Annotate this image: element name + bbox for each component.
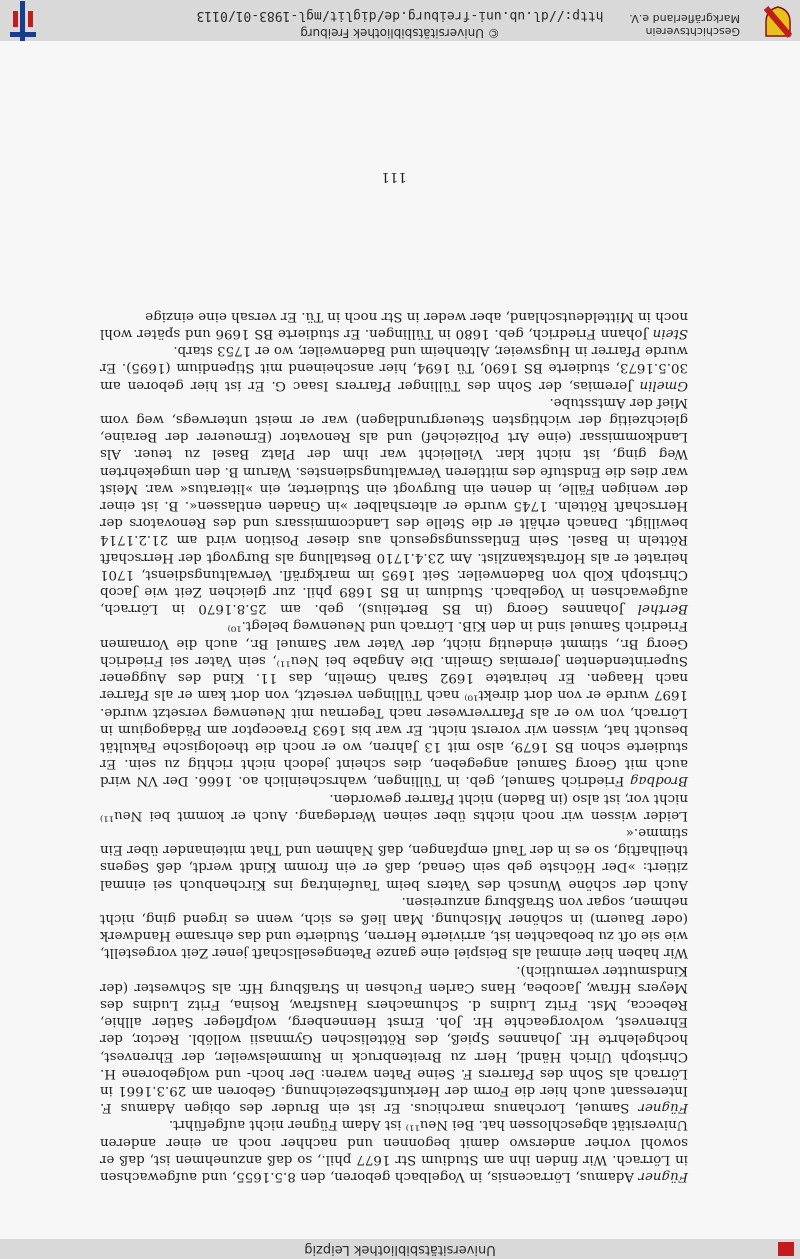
university-logo xyxy=(10,1,36,41)
paragraph-werdegang: Leider wissen wir noch nichts über seinen Werdegang. Auch er kommt bei Neu¹¹⁾ nicht vor, ist also (in Baden) nicht Pfarrer geworden. xyxy=(100,790,688,823)
page-number: 111 xyxy=(381,169,407,184)
society-name: Geschichtsverein Markgräflerland e.V. xyxy=(629,12,740,38)
entry-gmelin: Gmelin Jeremias, der Sohn des Tüllinger Pfarrers Isaac G. Er ist hier geboren am 30.5.1673, studierte BS 1690, Tü 1694, hier anscheinend mit Stipendium (1695). Er wurde Pfarrer in Hugsweier, Altenheim und Badenweiler, wo er 1753 starb. xyxy=(100,343,688,393)
entry-fuegner-adamus: Fügner Adamus, Lörracensis, in Vogelbach geboren, den 8.5.1655, und aufgewachsen in Lörrach. Wir finden ihn am Studium Str 1677 phil., so daß anzunehmen ist, daß er sowohl vorher anderswo damit begonnen und nachher noch an einer anderen Universität abgeschlossen hat. Bei Neu¹¹⁾ ist Adam Fügner nicht aufgeführt. xyxy=(100,1117,688,1184)
paragraph-taufwunsch: Auch der schöne Wunsch des Vaters beim Taufeintrag ins Kirchenbuch sei einmal zitiert: »Der Höchste geb sein Genad, daß er ein fromm Kindt werdt, deß Segens theilhaftig, so es in der Taufl empfangen, daß Nahmen und That miteinander über Ein stimme.« xyxy=(100,824,688,892)
viewer-bottom-bar xyxy=(0,0,800,41)
copyright-text: © Universitätsbibliothek Freiburg xyxy=(300,26,500,40)
viewer-top-bar xyxy=(0,1239,800,1259)
entry-brodbag: Brodbag Friedrich Samuel, geb. in Tüllingen, wahrscheinlich ao. 1666. Der VN wird auch mit Georg Samuel angegeben, dies scheint jedoch nicht richtig zu sein. Er studierte schon BS 1679, also mit 13 Jahren, wo er noch die theologische Fakultät besucht hat, wissen wir vorerst nicht. Er war bis 1693 Praeceptor am Pädagogium in Lörrach, von wo er als Pfarrverweser nach Tegernau mit Neuenweg versetzt wurde. 1697 wurde er von dort direkt¹⁰⁾ nach Tüllingen versetzt, von dort kam er als Pfarrer nach Haagen. Er heiratete 1692 Sarah Gmelin, das 11. Kind des Auggener Superintendenten Jeremias Gmelin. Die Angabe bei Neu¹¹⁾, sein Vater sei Friedrich Georg Br., stimmt eindeutig nicht, der Vater war Samuel Br., auch die Vornamen Friedrich Samuel sind in den KiB. Lörrach und Neuenweg belegt.¹⁰⁾ xyxy=(100,618,688,789)
paragraph-patengesellschaft: Wir haben hier einmal als Beispiel eine ganze Patengesellschaft jener Zeit vorgestellt, wie sie oft zu beobachten ist, arrivierte Herren, Studierte und das ehrsame Handwerk (oder Bauern) in schöner Mischung. Man ließ es sich, wenn es irgend ging, nicht nehmen, sogar von Straßburg anzureisen. xyxy=(100,893,688,961)
document-url[interactable]: http://dl.ub.uni-freiburg.de/diglit/mgl-1983-01/0113 xyxy=(196,8,604,23)
entry-stein: Stein Johann Friedrich, geb. 1680 in Tüllingen. Er studierte BS 1696 und später wohl noch in Mitteldeutschland, aber weder in Str noch in Tü. Er versah eine einzige xyxy=(100,308,688,342)
document-body xyxy=(100,169,688,1185)
top-bar-text: Universitätsbibliothek Leipzig xyxy=(304,1242,496,1257)
entry-berthel: Berthel Johannes Georg (in BS Bertelius), geb. am 25.8.1670 in Lörrach, aufgewachsen in Vogelbach. Studium in BS 1689 phil. zur gleichen Zeit wie Jacob Christoph Kolb von Badenweiler. Seit 1695 im markgräfl. Verwaltungsdienst, 1701 heiratet er als Hofratskanzlist. Am 23.4.1710 Bestallung als Burgvogt der Herrschaft Rötteln in Basel. Sein Entlassungsgesuch aus dieser Position wird am 21.2.1714 bewilligt. Danach erhält er die Stelle des Landcommissars und des Renovators der Herrschaft Rötteln. 1745 wurde er altershalber »in Gnaden entlassen«. B. ist einer der wenigen Fälle, in denen ein Burgvogt ein Studierter, ein »literatus« war. Meist war dies die Endstufe des mittleren Verwaltungsdienstes. Warum B. den umgekehrten Weg ging, ist nicht klar. Vielleicht war ihm der Platz Basel zu teuer. Als Landkommissar (eine Art Polizeichef) und als Renovator (Erneuerer der Beraine, gleichzeitig der wichtigsten Steuergrundlagen) war er meist unterwegs, weg vom Mief der Amtsstube. xyxy=(100,394,688,617)
entry-fuegner-samuel: Fügner Samuel, Lorchanus marchicus. Er ist ein Bruder des obigen Adamus F. Interessant auch hier die Form der Herkunftsbezeichnung. Geboren am 29.3.1661 in Lörrach als Sohn des Pfarrers F. Seine Paten waren: Der hoch- und wolgeborene H. Christoph Ulrich Händl, Herr zu Breitenbruck in Rummelsweiler, der Ehrenvest, hochgelehrte Hr. Johannes Spieß, des Röttelischen Gymnasii wollöbl. Rector, der Ehrenvest, wolvorgeachte Hr. Joh. Ernst Hennenberg, wolpfleger Satler allhie, Rebecca, Mst. Fritz Ludins d. Schumachers Hausfraw, Rosina, Fritz Ludins des Meyers Hfraw, Jacobea, Hans Carlen Fuchsen in Straßburg Hfr. als Schwester (der Kindsmutter vermutlich). xyxy=(100,962,688,1116)
